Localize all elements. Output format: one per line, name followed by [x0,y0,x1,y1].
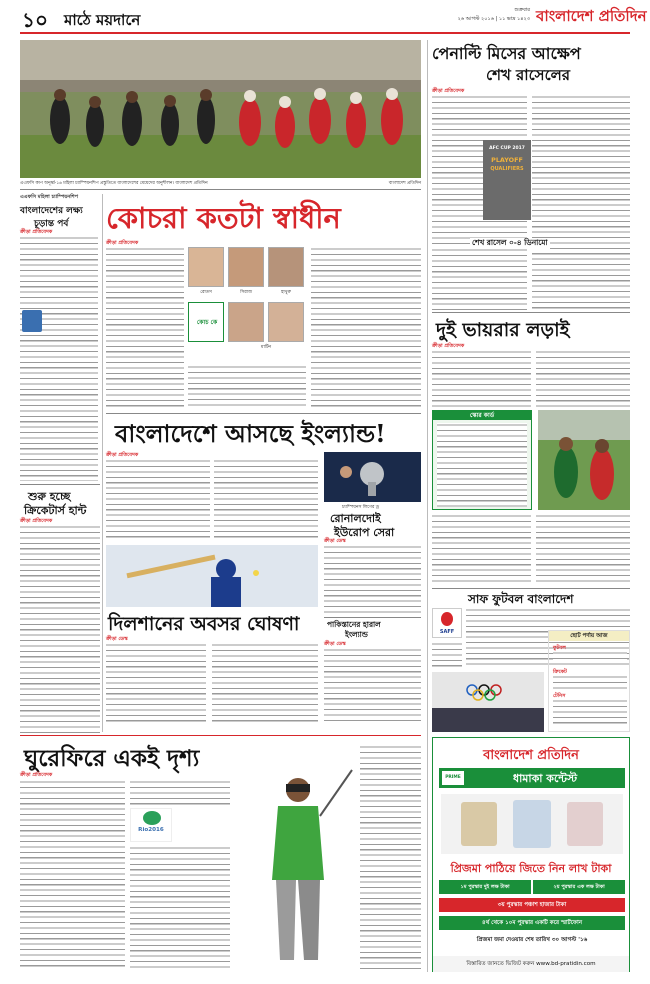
pakistan-headline-2: ইংল্যান্ড [345,630,368,639]
divider-saff [432,588,630,589]
dilshan-image [106,545,318,607]
coach-photo-2 [228,247,264,287]
divider-top [20,189,421,190]
cricketers-image [538,410,630,510]
col-divider-1 [102,194,103,732]
pakistan-headline-1: পাকিস্তানের হারাল [327,620,381,629]
afc-mini-logo [22,310,42,332]
women-champ-body [20,236,98,481]
chhoto-item-1-body [553,651,627,665]
ghurefire-body-col2 [130,780,230,805]
kochra-body-col3 [311,247,421,410]
afc-cup-label: AFC CUP 2017 [489,146,525,151]
penalty-body-bottom [432,248,527,310]
saff-logo [432,608,462,638]
contest-ad [432,737,630,972]
coach-name-1: রোডস [200,290,212,295]
dui-vaiyar-body-bottom-right [536,514,630,584]
penalty-body-right [532,95,630,310]
saff-logo-mark [441,612,453,626]
england-byline: ক্রীড়া প্রতিবেদক [106,452,139,458]
ucl-draw-caption: চ্যাম্পিয়নস লিগের ড্র [342,505,379,510]
ad-prize-4: ৪র্থ থেকে ১০ম পুরস্কার একটি করে স্মার্টফোন [439,916,625,930]
women-champ-byline: ক্রীড়া প্রতিবেদক [20,229,53,235]
coach-badge [188,302,224,342]
penalty-score: শেখ রাসেল ০-৪ ডিনামো [470,238,550,250]
england-headline: বাংলাদেশে আসছে ইংল্যান্ড! [115,419,386,448]
dui-vaiyar-headline: দুই ভায়রার লড়াই [436,319,570,341]
ad-contest-bar [439,768,625,788]
chhoto-item-3-body [553,699,627,727]
dui-vaiyar-body-left [432,350,531,407]
saff-headline: সাফ ফুটবল বাংলাদেশ [468,592,574,606]
divider-mid-left [106,413,421,414]
england-body-col3 [324,545,421,615]
chhoto-item-3: টেনিস [553,693,566,699]
saff-body-2 [432,642,462,668]
penalty-headline-1: পেনাল্টি মিসের আক্ষেপ [432,44,581,63]
ad-deadline: প্রিজমা জমা দেওয়ার শেষ তারিখ ৩০ আগস্ট '১৬ [476,937,588,943]
rio-logo [130,808,172,842]
ghurefire-body-col2b [130,846,230,970]
women-champ-subhead-1: বাংলাদেশের লক্ষ্য [20,206,83,216]
team-training-image [20,40,421,178]
dilshan-headline: দিলশানের অবসর ঘোষণা [108,613,300,635]
ad-product-images [441,794,623,854]
kochra-byline: ক্রীড়া প্রতিবেদক [106,240,139,246]
afc-playoff-label: PLAYOFF [491,156,523,164]
coach-photo-4 [228,302,264,342]
ad-product-3 [567,802,603,846]
section-title: মাঠে ময়দানে [64,11,141,29]
penalty-headline-2: শেখ রাসেলের [486,66,571,84]
col-divider-2 [427,40,428,972]
divider-left-mid [20,484,100,485]
women-champ-kicker: এএফসি মহিলা চ্যাম্পিয়নশিপ [20,194,79,200]
cricketers-hunt-headline-2: ক্রিকেটার্স হান্ট [24,504,87,517]
women-champ-subhead-2: চূড়ান্ত পর্ব [34,219,69,229]
golfer-photo [236,760,356,970]
divider-mid-right [432,312,630,313]
ghurefire-headline: ঘুরেফিরে একই দৃশ্য [24,745,200,772]
masthead [0,0,650,36]
coach-photo-3 [268,247,304,287]
paper-name: বাংলাদেশ প্রতিদিন [536,7,647,25]
coaches-photo-grid [188,247,306,362]
coach-name-2: সিরাজ [240,290,252,295]
saff-logo-text: SAFF [439,629,455,635]
ad-product-2 [513,800,551,848]
england-body-col2 [214,459,318,541]
coach-photo-1 [188,247,224,287]
kochra-headline: কোচরা কতটা স্বাধীন [106,201,341,235]
top-photo-credit: বাংলাদেশ প্রতিদিন [388,181,421,186]
chhoto-title: ছোট পর্দায় আজ [549,631,629,641]
trophy-image [324,452,421,502]
divider-pakistan [324,617,421,618]
afc-logo-box [483,140,531,220]
ad-prize-1: ১ম পুরস্কার দুই লক্ষ টাকা [439,880,531,894]
chhoto-item-2: ক্রিকেট [553,669,567,675]
cricketers-hunt-headline-1: শুরু হচ্ছে [28,490,71,503]
cricketers-hunt-byline: ক্রীড়া প্রতিবেদক [20,518,53,524]
ad-website[interactable]: বিস্তারিত জানতে ভিজিট করুন www.bd-pratidin.com [433,956,629,972]
masthead-rule [20,32,630,34]
issue-day: শুক্রবার [514,7,530,13]
ronaldo-headline-1: রোনালদোই [330,512,381,525]
coach-name-3: হাথুরু [281,290,291,295]
ad-contest-title: ধামাকা কন্টেস্ট [512,772,578,785]
saff-photo [432,672,544,732]
pakistan-byline: ক্রীড়া ডেস্ক [324,641,346,647]
rio-logo-text: Rio2016 [138,827,164,833]
kochra-body-col2 [188,365,306,410]
coach-badge-label: কোচ কে [196,319,218,326]
score-card-body [437,423,527,507]
divider-ghurefire [20,735,421,736]
rio-logo-mark [143,811,161,825]
ad-prize-3: ৩য় পুরস্কার পঞ্চাশ হাজার টাকা [439,898,625,912]
ad-product-1 [461,802,497,846]
dilshan-body-col2 [212,643,318,723]
olympic-event-image [432,672,544,732]
dilshan-body-col1 [106,643,206,723]
penalty-byline: ক্রীড়া প্রতিবেদক [432,88,465,94]
top-photo-caption: এএফসি কাপ অনূর্ধ্ব-১৬ মহিলা চ্যাম্পিয়নশিপ প্রস্তুতিতে বাংলাদেশের মেয়েদের অনুশীলন। বাংলাদেশ প্রতিদিন [20,181,208,186]
score-card-box [432,410,532,510]
dilshan-byline: ক্রীড়া ডেস্ক [106,636,128,642]
ghurefire-body-col3 [360,745,421,970]
england-body-col1 [106,459,210,541]
chhoto-item-1: ফুটবল [553,645,566,651]
pakistan-body [324,648,421,723]
dilshan-photo [106,545,318,607]
page-number: ১০ [22,8,48,32]
top-photo [20,40,421,178]
ghurefire-body-col1 [20,780,125,970]
dui-vaiyar-body-bottom [432,514,531,584]
coach-photo-5 [268,302,304,342]
ad-prize-2: ২য় পুরস্কার এক লক্ষ টাকা [533,880,625,894]
chhoto-box [548,630,630,732]
ronaldo-byline: ক্রীড়া ডেস্ক [324,538,346,544]
golfer-image [236,760,356,970]
ad-prime-logo: PRIME [442,771,464,785]
coach-name-4: মার্টিন [261,345,271,350]
ad-brand: বাংলাদেশ প্রতিদিন [483,748,579,763]
chhoto-item-2-body [553,675,627,689]
ronaldo-photo [324,452,421,502]
ghurefire-byline: ক্রীড়া প্রতিবেদক [20,772,53,778]
ad-headline: প্রিজমা পাঠিয়ে জিতে নিন লাখ টাকা [450,862,612,875]
dui-vaiyar-photo [538,410,630,510]
afc-qualifiers-label: QUALIFIERS [490,166,524,172]
kochra-body-col1 [106,247,184,410]
issue-date: ২৬ আগস্ট ২০১৬ | ১১ ভাদ্র ১৪২৩ [457,16,530,22]
cricketers-hunt-body [20,525,100,735]
dui-vaiyar-body-right [536,350,630,407]
dui-vaiyar-byline: ক্রীড়া প্রতিবেদক [432,343,465,349]
ronaldo-headline-2: ইউরোপ সেরা [334,526,395,539]
score-card-title: স্কোর কার্ড [433,411,531,420]
